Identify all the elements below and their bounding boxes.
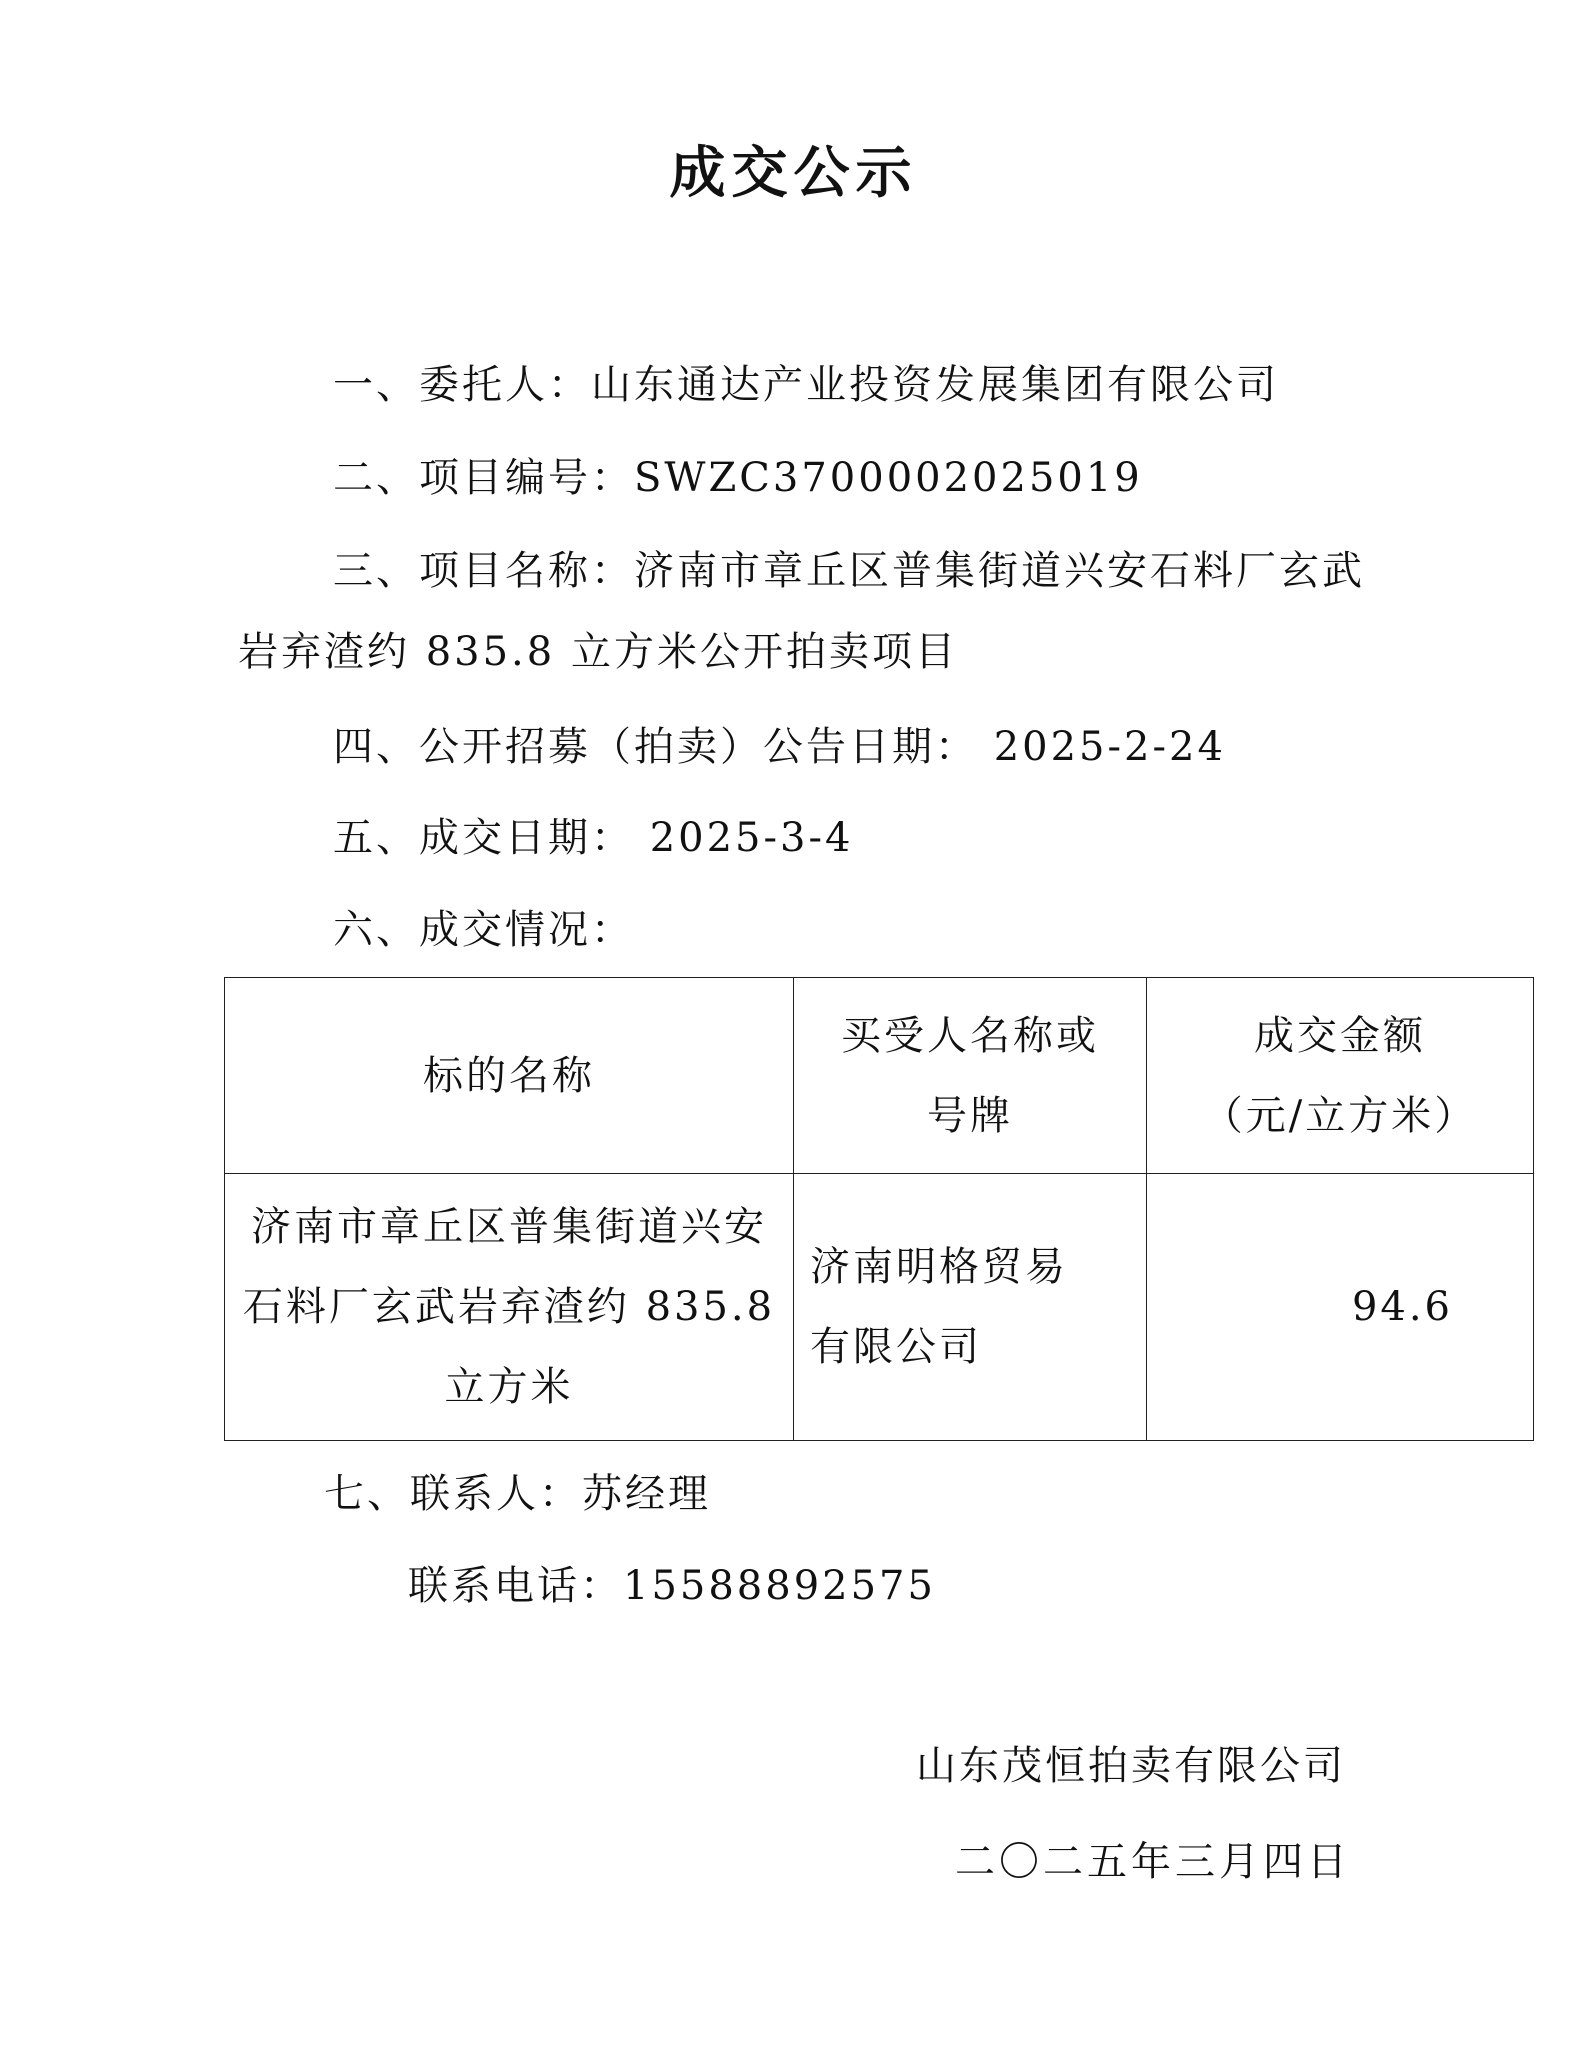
header-amount-line-2: （元/立方米） (1202, 1092, 1478, 1139)
header-buyer (794, 978, 1147, 1174)
header-buyer-line-2: 号牌 (927, 1092, 1013, 1139)
header-buyer-line-1: 买受人名称或 (841, 1012, 1099, 1059)
deal-status-heading: 六、成交情况： (333, 907, 634, 953)
project-name-line-2: 岩弃渣约 835.8 立方米公开拍卖项目 (238, 629, 958, 675)
contact-phone-line: 联系电话：15588892575 (408, 1563, 936, 1609)
page-title: 成交公示 (669, 140, 918, 206)
header-amount-line-1: 成交金额 (1254, 1012, 1426, 1059)
announcement-date-line: 四、公开招募（拍卖）公告日期： 2025-2-24 (333, 724, 1226, 770)
header-subject (225, 978, 794, 1174)
subject-line-1: 济南市章丘区普集街道兴安 (251, 1204, 767, 1250)
signature-company: 山东茂恒拍卖有限公司 (916, 1743, 1346, 1789)
signature-date: 二〇二五年三月四日 (955, 1839, 1351, 1885)
subject-line-2: 石料厂玄武岩弃渣约 835.8 (242, 1284, 776, 1330)
buyer-line-1: 济南明格贸易 (810, 1244, 1068, 1290)
header-subject-label: 标的名称 (423, 1052, 595, 1099)
deal-table (224, 977, 1534, 1441)
subject-line-3: 立方米 (444, 1364, 574, 1410)
project-number-line: 二、项目编号：SWZC3700002025019 (333, 455, 1143, 501)
cell-subject (225, 1174, 794, 1441)
cell-amount (1147, 1174, 1534, 1441)
table-row (225, 1174, 1534, 1441)
header-amount (1147, 978, 1534, 1174)
project-name-line-1: 三、项目名称：济南市章丘区普集街道兴安石料厂玄武 (333, 548, 1365, 594)
consignor-line: 一、委托人：山东通达产业投资发展集团有限公司 (333, 362, 1279, 408)
cell-buyer (794, 1174, 1147, 1441)
amount-value: 94.6 (1351, 1284, 1453, 1330)
deal-date-line: 五、成交日期： 2025-3-4 (333, 815, 854, 861)
contact-person-line: 七、联系人：苏经理 (324, 1471, 711, 1517)
buyer-line-2: 有限公司 (810, 1324, 982, 1370)
table-header-row (225, 978, 1534, 1174)
